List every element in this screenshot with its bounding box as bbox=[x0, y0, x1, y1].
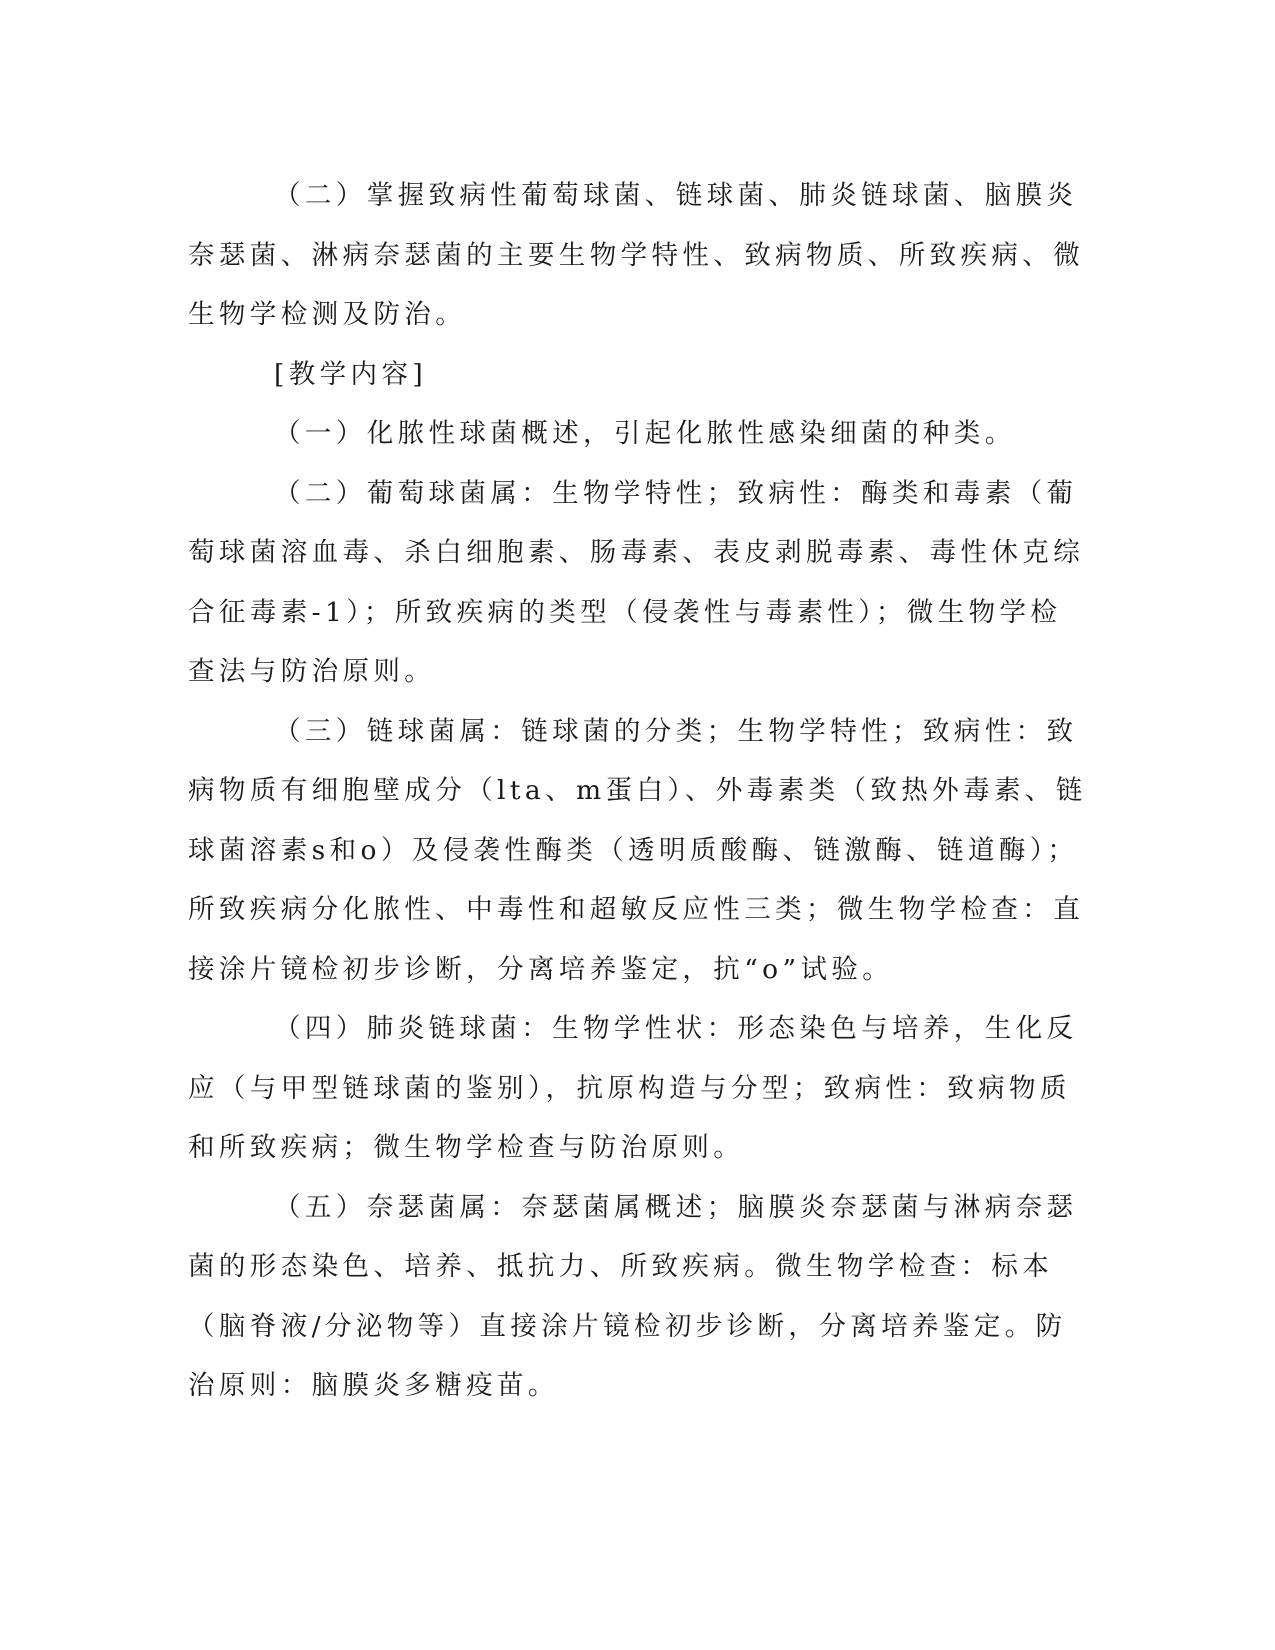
paragraph-content-3: （三）链球菌属：链球菌的分类；生物学特性；致病性：致病物质有细胞壁成分（lta、m蛋白）、外毒素类（致热外毒素、链球菌溶素s和o）及侵袭性酶类（透明质酸酶、链激酶、链道酶）；所致疾病分化脓性、中毒性和超敏反应性三类；微生物学检查：直接涂片镜检初步诊断，分离培养鉴定，抗“o”试验。 bbox=[188, 715, 1087, 985]
paragraph-content-5: （五）奈瑟菌属：奈瑟菌属概述；脑膜炎奈瑟菌与淋病奈瑟菌的形态染色、培养、抵抗力、所致疾病。微生物学检查：标本（脑脊液/分泌物等）直接涂片镜检初步诊断，分离培养鉴定。防治原则：脑膜炎多糖疫苗。 bbox=[188, 1191, 1078, 1401]
paragraph-objective-2: （二）掌握致病性葡萄球菌、链球菌、肺炎链球菌、脑膜炎奈瑟菌、淋病奈瑟菌的主要生物学特性、致病物质、所致疾病、微生物学检测及防治。 bbox=[188, 180, 1085, 330]
paragraph-content-4: （四）肺炎链球菌：生物学性状：形态染色与培养，生化反应（与甲型链球菌的鉴别），抗原构造与分型；致病性：致病物质和所致疾病；微生物学检查与防治原则。 bbox=[188, 1013, 1078, 1163]
document-body bbox=[188, 166, 1088, 1416]
section-heading-teaching-content: [教学内容] bbox=[274, 358, 428, 390]
paragraph-content-2: （二）葡萄球菌属：生物学特性；致病性：酶类和毒素（葡萄球菌溶血毒、杀白细胞素、肠毒素、表皮剥脱毒素、毒性休克综合征毒素-1）；所致疾病的类型（侵袭性与毒素性）；微生物学检查法与防治原则。 bbox=[188, 477, 1085, 687]
paragraph-content-1: （一）化脓性球菌概述，引起化脓性感染细菌的种类。 bbox=[274, 418, 1016, 449]
